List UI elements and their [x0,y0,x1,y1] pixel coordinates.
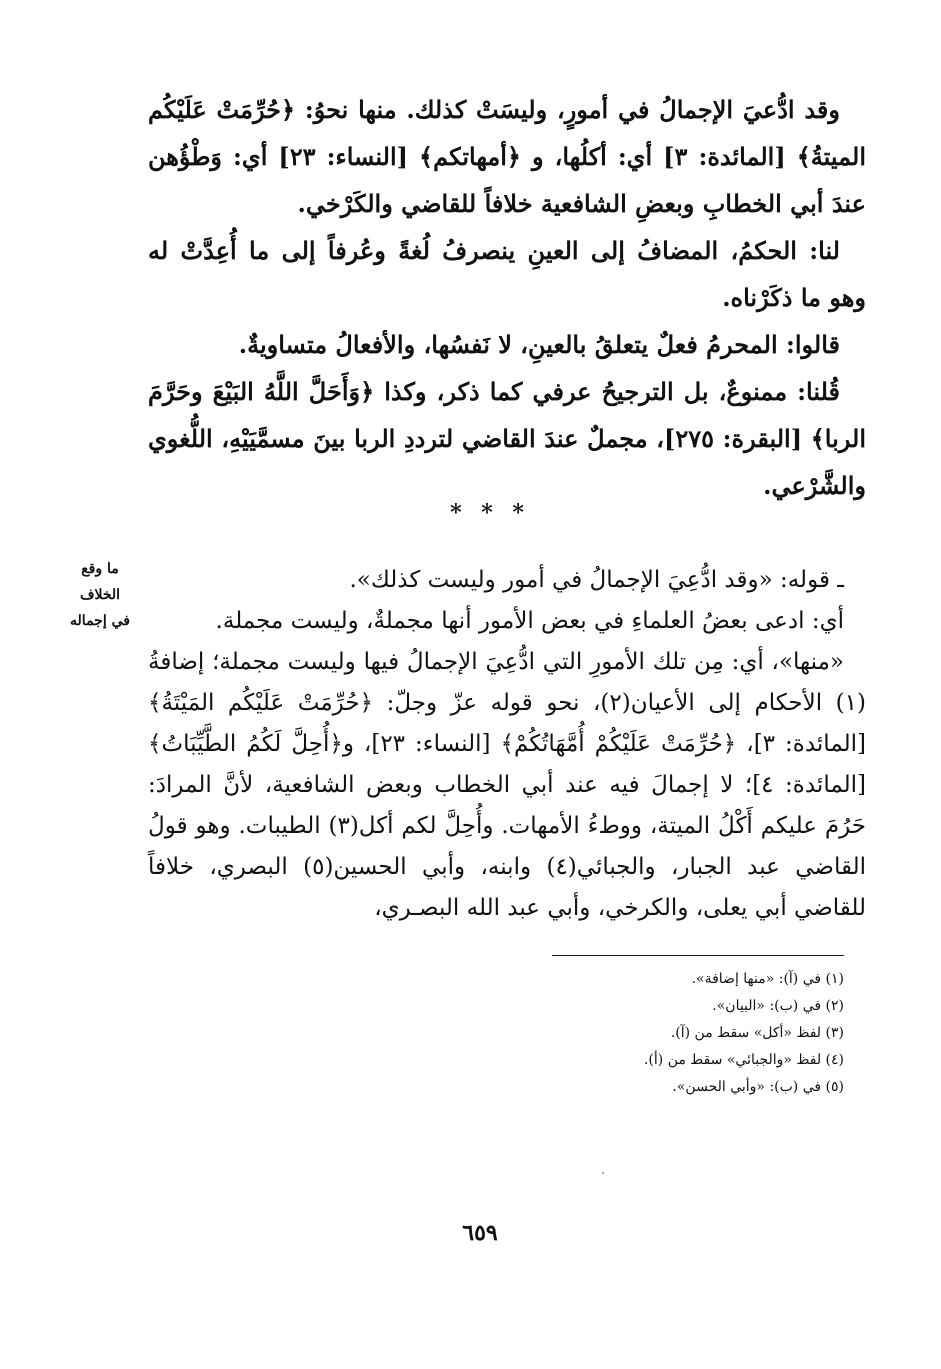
matn-paragraph-3: قالوا: المحرمُ فعلٌ يتعلقُ بالعينِ، لا نَفسُها، والأفعالُ متساويةٌ. [238,330,840,359]
matn-paragraph-1: وقد ادُّعيَ الإجمالُ في أمورٍ، وليسَتْ كذلك. منها نحوُ: ﴿حُرِّمَتْ عَلَيْكُم الميتةُ﴾ [المائدة: ٣] أي: أكلُها، و ﴿أمهاتكم﴾ [النساء: ٢٣] أي: وَطْؤُهن عندَ أبي الخطابِ وبعضِ الشافعية خلافاً للقاضي والكَرْخي. [148,95,866,218]
sharh-paragraph-3: «منها»، أي: مِن تلك الأمورِ التي ادُّعِيَ الإجمالُ فيها وليست مجملة؛ إضافةُ (١) الأحكام إلى الأعيان(٢)، نحو قوله عزّ وجلّ: ﴿حُرِّمَتْ عَلَيْكُم المَيْتَةُ﴾ [المائدة: ٣]، ﴿حُرِّمَتْ عَلَيْكُمْ أُمَّهَاتُكُمْ﴾ [النساء: ٢٣]، و﴿أُحِلَّ لَكُمُ الطَّيِّبَاتُ﴾ [المائدة: ٤]؛ لا إجمالَ فيه عند أبي الخطاب وبعض الشافعية، لأنَّ المرادَ: حَرُمَ عليكم أَكْلُ الميتة، ووطءُ الأمهات. وأُحِلَّ لكم أكل(٣) الطيبات. وهو قولُ القاضي عبد الجبار، والجبائي(٤) وابنه، وأبي الحسين(٥) البصري، خلافاً للقاضي أبي يعلى، والكرخي، وأبي عبد الله البصـري، [148,649,866,921]
margin-heading-line-2: الخلاف [79,587,121,603]
footnote-divider [552,955,844,956]
page-number: ٦٥٩ [462,1220,498,1246]
margin-heading-line-1: ما وقع [81,561,119,577]
section-separator: * * * [450,500,530,526]
scan-speck [602,1172,604,1174]
footnote-5: (٥) في (ب): «وأبي الحسن». [672,1079,844,1095]
footnote-4: (٤) لفظ «والجبائي» سقط من (أ). [643,1052,844,1068]
footnote-3: (٣) لفظ «أكل» سقط من (آ). [670,1025,844,1041]
margin-heading [60,556,140,634]
sharh-paragraph-2: أي: ادعى بعضُ العلماءِ في بعض الأمور أنها مجملةٌ، وليست مجملة. [215,608,844,634]
sharh-paragraph-1: ـ قوله: «وقد ادُّعِيَ الإجمالُ في أمور وليست كذلك». [349,567,844,593]
matn-paragraph-4: قُلنا: ممنوعٌ، بل الترجيحُ عرفي كما ذكر، وكذا ﴿وَأَحَلَّ اللَّهُ البَيْعَ وحَرَّمَ الربا﴾ [البقرة: ٢٧٥]، مجملٌ عندَ القاضي لترددِ الربا بينَ مسمَّيَيْهِ، اللُّغوي والشَّرْعي. [148,377,866,500]
matn-paragraph-2: لنا: الحكمُ، المضافُ إلى العينِ ينصرفُ لُغةً وعُرفاً إلى ما أُعِدَّتْ له وهو ما ذكَرْناه. [148,236,866,312]
footnote-1: (١) في (آ): «منها إضافة». [691,971,844,987]
commentary-text [148,560,866,929]
footnote-2: (٢) في (ب): «البيان». [712,998,844,1014]
footnotes [300,966,844,1101]
main-text [148,86,866,509]
margin-heading-line-3: في إجماله [70,613,130,629]
